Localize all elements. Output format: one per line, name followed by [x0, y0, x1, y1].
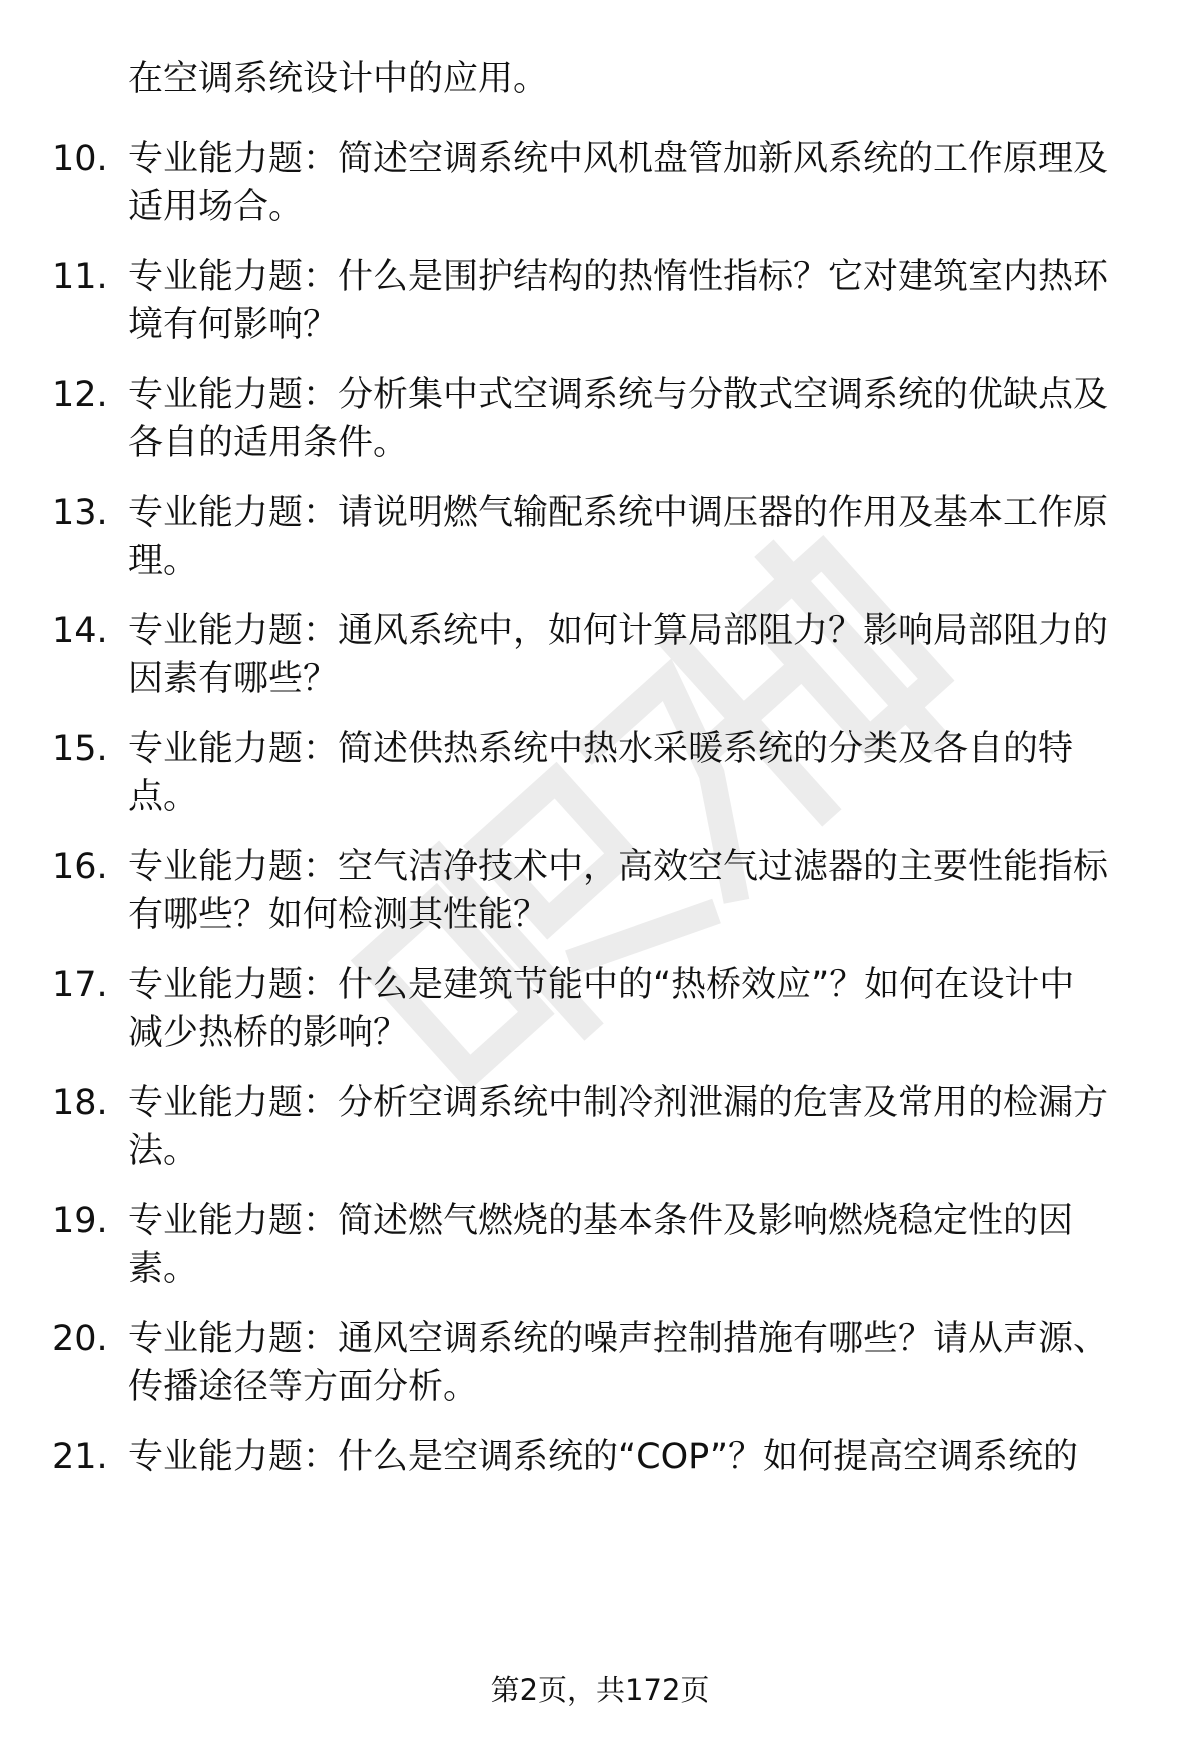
item-number: 16. [52, 847, 108, 887]
item-text-line1: 专业能力题：通风空调系统的噪声控制措施有哪些？请从声源、 [128, 1319, 1109, 1359]
item-number: 11. [52, 257, 108, 297]
item-text-line1: 专业能力题：简述空调系统中风机盘管加新风系统的工作原理及 [128, 139, 1109, 179]
continuation-line: 在空调系统设计中的应用。 [128, 59, 549, 99]
item-text-line1: 专业能力题：空气洁净技术中，高效空气过滤器的主要性能指标 [128, 847, 1109, 887]
item-text-line1: 专业能力题：简述燃气燃烧的基本条件及影响燃烧稳定性的因 [128, 1201, 1074, 1241]
item-text-line1: 专业能力题：请说明燃气输配系统中调压器的作用及基本工作原 [128, 493, 1109, 533]
list-item [0, 1079, 1200, 1179]
item-text-line2: 理。 [128, 541, 199, 581]
item-number: 12. [52, 375, 108, 415]
item-text-line2: 法。 [128, 1131, 199, 1171]
item-text-line2: 传播途径等方面分析。 [128, 1367, 479, 1407]
item-text-line2: 素。 [128, 1249, 199, 1289]
list-item [0, 371, 1200, 471]
item-text-line2: 因素有哪些？ [128, 659, 339, 699]
item-text-line2: 适用场合。 [128, 187, 304, 227]
item-text-line2: 境有何影响？ [128, 305, 339, 345]
item-text-line1: 专业能力题：什么是建筑节能中的“热桥效应”？如何在设计中 [128, 965, 1075, 1005]
item-text-line1: 专业能力题：分析空调系统中制冷剂泄漏的危害及常用的检漏方 [128, 1083, 1109, 1123]
item-number: 15. [52, 729, 108, 769]
item-number: 17. [52, 965, 108, 1005]
list-item [0, 253, 1200, 353]
item-text-line2: 有哪些？如何检测其性能？ [128, 895, 549, 935]
item-number: 18. [52, 1083, 108, 1123]
list-item [0, 961, 1200, 1061]
list-item [0, 725, 1200, 825]
item-number: 14. [52, 611, 108, 651]
list-item [0, 135, 1200, 235]
list-item [0, 1433, 1200, 1493]
item-text-line2: 各自的适用条件。 [128, 423, 409, 463]
item-number: 10. [52, 139, 108, 179]
item-text-line1: 专业能力题：什么是围护结构的热惰性指标？它对建筑室内热环 [128, 257, 1109, 297]
list-item [0, 607, 1200, 707]
list-item [0, 489, 1200, 589]
list-item [0, 843, 1200, 943]
page-footer: 第2页，共172页 [490, 1673, 710, 1707]
item-text-line1: 专业能力题：简述供热系统中热水采暖系统的分类及各自的特 [128, 729, 1074, 769]
item-text-line1: 专业能力题：分析集中式空调系统与分散式空调系统的优缺点及 [128, 375, 1109, 415]
item-text-line1: 专业能力题：什么是空调系统的“COP”？如何提高空调系统的 [128, 1437, 1079, 1477]
item-number: 20. [52, 1319, 108, 1359]
list-item [0, 1197, 1200, 1297]
item-number: 21. [52, 1437, 108, 1477]
item-text-line2: 减少热桥的影响？ [128, 1013, 409, 1053]
item-number: 13. [52, 493, 108, 533]
item-text-line2: 点。 [128, 777, 199, 817]
item-text-line1: 专业能力题：通风系统中，如何计算局部阻力？影响局部阻力的 [128, 611, 1109, 651]
item-number: 19. [52, 1201, 108, 1241]
list-item [0, 1315, 1200, 1415]
